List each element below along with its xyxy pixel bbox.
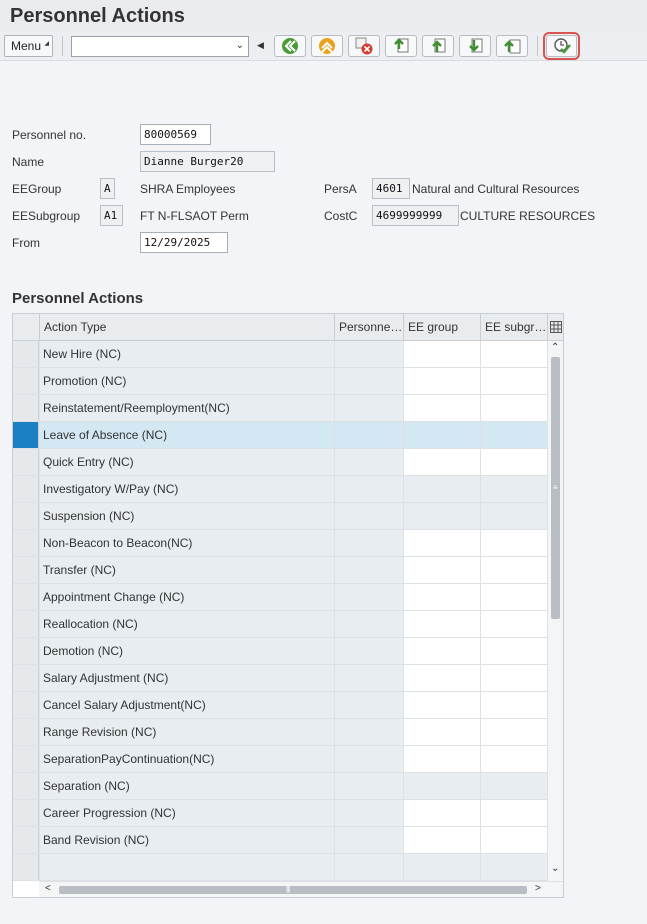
row-selector[interactable]	[13, 368, 39, 394]
grid-section-title: Personnel Actions	[12, 290, 144, 307]
table-row[interactable]	[13, 692, 547, 719]
row-selector[interactable]	[13, 665, 39, 691]
personnel-cell	[334, 476, 403, 502]
export-button[interactable]	[496, 35, 528, 57]
ee-group-cell[interactable]	[403, 638, 480, 664]
row-selector[interactable]	[13, 422, 39, 448]
ee-subgroup-cell[interactable]	[480, 368, 547, 394]
action-type-cell[interactable]: Career Progression (NC)	[39, 800, 334, 826]
cancel-button[interactable]	[348, 35, 380, 57]
toolbar-separator	[62, 36, 63, 56]
ee-group-cell[interactable]	[403, 665, 480, 691]
ee-group-cell[interactable]	[403, 422, 480, 448]
ee-subgroup-cell[interactable]	[480, 395, 547, 421]
vertical-scrollbar[interactable]	[547, 341, 563, 881]
download-button[interactable]	[385, 35, 417, 57]
personnel-cell	[334, 368, 403, 394]
table-row[interactable]	[13, 800, 547, 827]
action-type-cell[interactable]: Quick Entry (NC)	[39, 449, 334, 475]
action-type-cell[interactable]: SeparationPayContinuation(NC)	[39, 746, 334, 772]
ee-group-cell[interactable]	[403, 800, 480, 826]
personnel-cell	[334, 449, 403, 475]
personnel-cell	[334, 557, 403, 583]
costc-text: CULTURE RESOURCES	[460, 209, 596, 223]
row-selector[interactable]	[13, 584, 39, 610]
row-selector[interactable]	[13, 611, 39, 637]
column-header-ee-subgroup[interactable]: EE subgr…	[480, 314, 547, 340]
personnel-cell	[334, 827, 403, 853]
page-title: Personnel Actions	[10, 5, 185, 27]
eegroup-field: A	[100, 178, 115, 199]
table-row[interactable]	[13, 638, 547, 665]
from-date-field[interactable]: 12/29/2025	[140, 232, 228, 253]
table-row[interactable]	[13, 854, 547, 881]
ee-subgroup-cell[interactable]	[480, 611, 547, 637]
toolbar-separator	[537, 36, 538, 56]
from-label: From	[12, 236, 40, 250]
ee-subgroup-cell[interactable]	[480, 719, 547, 745]
scroll-up-icon[interactable]: ⌃	[551, 342, 560, 353]
personnel-cell	[334, 395, 403, 421]
table-row[interactable]	[13, 395, 547, 422]
personnel-cell	[334, 665, 403, 691]
row-selector[interactable]	[13, 746, 39, 772]
ee-subgroup-cell	[480, 773, 547, 799]
ee-group-cell	[403, 476, 480, 502]
personnel-no-label: Personnel no.	[12, 128, 87, 142]
action-type-cell[interactable]: Transfer (NC)	[39, 557, 334, 583]
horizontal-scroll-thumb[interactable]	[59, 886, 527, 894]
ee-group-cell[interactable]	[403, 395, 480, 421]
ee-subgroup-cell[interactable]	[480, 638, 547, 664]
personnel-cell	[334, 422, 403, 448]
menu-caret-icon: ◢	[44, 41, 49, 47]
ee-subgroup-cell[interactable]	[480, 584, 547, 610]
action-type-cell[interactable]	[39, 854, 334, 880]
table-row[interactable]	[13, 773, 547, 800]
ee-group-cell[interactable]	[403, 827, 480, 853]
row-selector[interactable]	[13, 476, 39, 502]
ee-group-cell[interactable]	[403, 530, 480, 556]
ee-group-cell[interactable]	[403, 341, 480, 367]
column-header-ee-group[interactable]: EE group	[403, 314, 480, 340]
table-row[interactable]	[13, 422, 547, 449]
ee-group-cell[interactable]	[403, 449, 480, 475]
row-selector[interactable]	[13, 503, 39, 529]
personnel-cell	[334, 638, 403, 664]
scroll-down-icon[interactable]: ⌄	[551, 863, 560, 874]
column-settings-button[interactable]	[547, 314, 563, 340]
row-selector[interactable]	[13, 800, 39, 826]
check-approve-icon	[553, 37, 571, 55]
personnel-cell	[334, 719, 403, 745]
action-type-cell[interactable]: Appointment Change (NC)	[39, 584, 334, 610]
ee-subgroup-cell[interactable]	[480, 746, 547, 772]
eegroup-text: SHRA Employees	[140, 182, 236, 196]
column-header-personnel[interactable]: Personne…	[334, 314, 403, 340]
row-selector[interactable]	[13, 557, 39, 583]
personnel-cell	[334, 800, 403, 826]
persa-field: 4601	[372, 178, 410, 199]
action-type-cell[interactable]: Reinstatement/Reemployment(NC)	[39, 395, 334, 421]
column-header-action-type[interactable]: Action Type	[39, 314, 334, 340]
personnel-cell	[334, 341, 403, 367]
ee-subgroup-cell[interactable]	[480, 827, 547, 853]
personnel-cell	[334, 584, 403, 610]
table-row[interactable]	[13, 746, 547, 773]
vertical-scroll-thumb[interactable]	[551, 357, 560, 619]
personnel-cell	[334, 692, 403, 718]
ee-group-cell	[403, 854, 480, 880]
eegroup-label: EEGroup	[12, 182, 62, 196]
action-type-cell[interactable]: Range Revision (NC)	[39, 719, 334, 745]
ee-subgroup-cell[interactable]	[480, 665, 547, 691]
ee-subgroup-cell[interactable]	[480, 530, 547, 556]
export-icon	[503, 37, 521, 55]
name-field: Dianne Burger20	[140, 151, 275, 172]
action-type-cell[interactable]: Cancel Salary Adjustment(NC)	[39, 692, 334, 718]
table-row[interactable]	[13, 584, 547, 611]
table-row[interactable]	[13, 476, 547, 503]
action-type-cell[interactable]: Non-Beacon to Beacon(NC)	[39, 530, 334, 556]
chevron-down-icon: ⌄	[235, 40, 244, 51]
scroll-right-icon[interactable]: >	[535, 883, 541, 894]
cancel-red-icon	[355, 37, 373, 55]
download-icon	[392, 37, 410, 55]
menu-button[interactable]	[4, 35, 53, 57]
action-type-cell[interactable]: Salary Adjustment (NC)	[39, 665, 334, 691]
grid-header	[13, 314, 563, 341]
personnel-cell	[334, 503, 403, 529]
ee-subgroup-cell	[480, 503, 547, 529]
personnel-cell	[334, 611, 403, 637]
import-button[interactable]	[459, 35, 491, 57]
check-approve-button[interactable]	[546, 35, 577, 57]
action-type-cell[interactable]: Leave of Absence (NC)	[39, 422, 334, 448]
persa-label: PersA	[324, 182, 357, 196]
personnel-actions-grid	[12, 313, 564, 898]
table-row[interactable]	[13, 449, 547, 476]
costc-label: CostC	[324, 209, 358, 223]
eesubgroup-field: A1	[100, 205, 123, 226]
ee-subgroup-cell	[480, 476, 547, 502]
table-row[interactable]	[13, 341, 547, 368]
back-button[interactable]	[274, 35, 306, 57]
row-selector[interactable]	[13, 530, 39, 556]
action-type-cell[interactable]: Reallocation (NC)	[39, 611, 334, 637]
ee-group-cell[interactable]	[403, 557, 480, 583]
ee-subgroup-cell[interactable]	[480, 692, 547, 718]
persa-text: Natural and Cultural Resources	[412, 182, 580, 196]
scroll-left-icon[interactable]: <	[45, 883, 51, 894]
row-selector[interactable]	[13, 638, 39, 664]
ee-subgroup-cell[interactable]	[480, 449, 547, 475]
table-row[interactable]	[13, 719, 547, 746]
table-settings-icon	[550, 321, 562, 333]
ee-subgroup-cell	[480, 854, 547, 880]
ee-group-cell	[403, 503, 480, 529]
eesubgroup-text: FT N-FLSAOT Perm	[140, 209, 249, 223]
collapse-arrow-icon[interactable]: ◀	[257, 40, 264, 50]
action-type-cell[interactable]: New Hire (NC)	[39, 341, 334, 367]
name-label: Name	[12, 155, 45, 169]
action-type-cell[interactable]: Separation (NC)	[39, 773, 334, 799]
action-type-cell[interactable]: Band Revision (NC)	[39, 827, 334, 853]
grip-icon: |||	[286, 884, 290, 893]
costc-field: 4699999999	[372, 205, 459, 226]
action-type-cell[interactable]: Promotion (NC)	[39, 368, 334, 394]
table-row[interactable]	[13, 503, 547, 530]
action-dropdown[interactable]	[71, 36, 249, 57]
row-selector[interactable]	[13, 692, 39, 718]
select-all-cell[interactable]	[13, 314, 39, 340]
row-selector[interactable]	[13, 341, 39, 367]
row-selector[interactable]	[13, 395, 39, 421]
row-selector[interactable]	[13, 719, 39, 745]
row-selector[interactable]	[13, 773, 39, 799]
grip-icon: ≡	[553, 483, 557, 492]
ee-subgroup-cell[interactable]	[480, 341, 547, 367]
horizontal-scrollbar[interactable]	[39, 881, 563, 897]
row-selector[interactable]	[13, 827, 39, 853]
ee-group-cell[interactable]	[403, 692, 480, 718]
ee-group-cell[interactable]	[403, 368, 480, 394]
upload-icon	[429, 37, 447, 55]
table-row[interactable]	[13, 368, 547, 395]
table-row[interactable]	[13, 827, 547, 854]
row-selector[interactable]	[13, 854, 39, 880]
action-type-cell[interactable]: Investigatory W/Pay (NC)	[39, 476, 334, 502]
table-row[interactable]	[13, 557, 547, 584]
execute-button[interactable]	[311, 35, 343, 57]
ee-group-cell[interactable]	[403, 584, 480, 610]
ee-group-cell[interactable]	[403, 719, 480, 745]
personnel-cell	[334, 530, 403, 556]
ee-group-cell[interactable]	[403, 611, 480, 637]
toolbar	[0, 32, 647, 61]
table-row[interactable]	[13, 665, 547, 692]
menu-button-label: Menu	[11, 39, 42, 53]
upload-button[interactable]	[422, 35, 454, 57]
ee-subgroup-cell[interactable]	[480, 557, 547, 583]
table-row[interactable]	[13, 611, 547, 638]
personnel-cell	[334, 773, 403, 799]
back-green-icon	[281, 37, 299, 55]
ee-subgroup-cell[interactable]	[480, 422, 547, 448]
import-icon	[466, 37, 484, 55]
personnel-no-field[interactable]: 80000569	[140, 124, 211, 145]
action-type-cell[interactable]: Demotion (NC)	[39, 638, 334, 664]
personnel-cell	[334, 854, 403, 880]
table-row[interactable]	[13, 530, 547, 557]
personnel-cell	[334, 746, 403, 772]
ee-subgroup-cell[interactable]	[480, 800, 547, 826]
execute-orange-icon	[318, 37, 336, 55]
eesubgroup-label: EESubgroup	[12, 209, 81, 223]
row-selector[interactable]	[13, 449, 39, 475]
title-bar	[0, 0, 647, 32]
ee-group-cell[interactable]	[403, 746, 480, 772]
ee-group-cell	[403, 773, 480, 799]
action-type-cell[interactable]: Suspension (NC)	[39, 503, 334, 529]
